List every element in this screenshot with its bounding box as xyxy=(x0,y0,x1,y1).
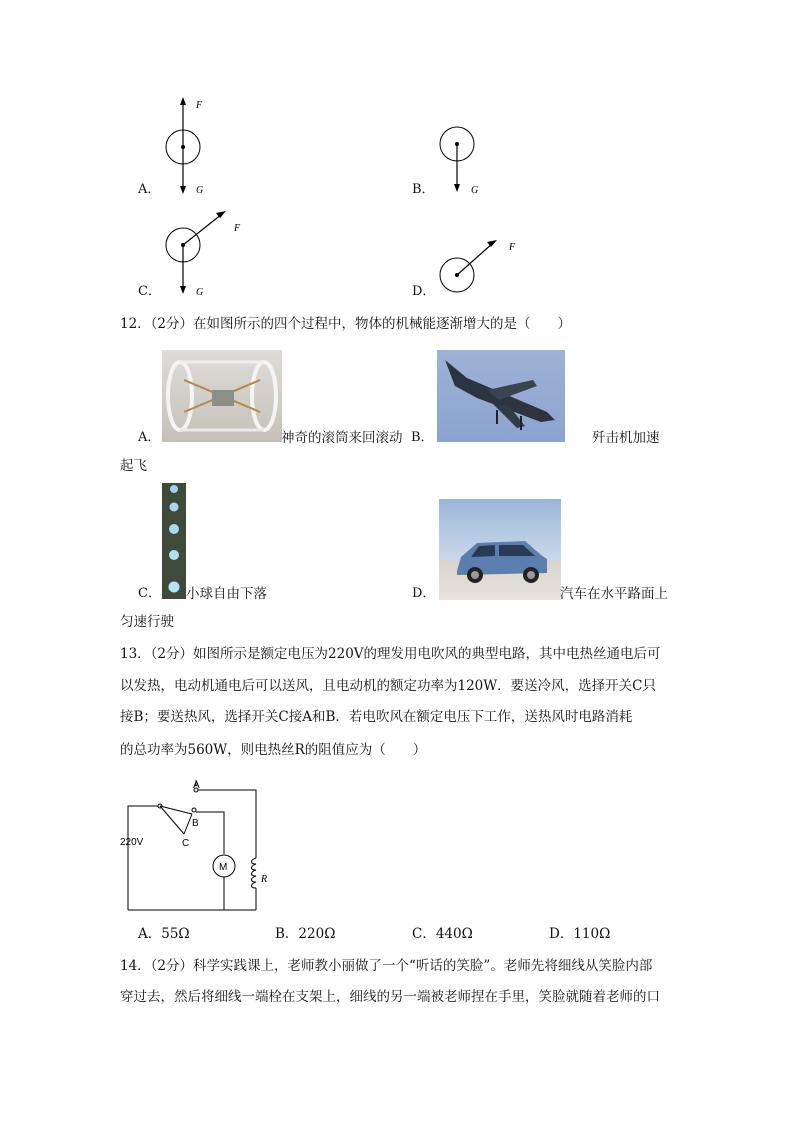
q11-a-force-f: F xyxy=(196,100,203,111)
q12-option-b-text-2: 起飞 xyxy=(120,458,147,474)
q12-option-c-label: C． xyxy=(138,586,161,601)
q12-option-d-text-1: 汽车在水平路面上 xyxy=(560,586,668,602)
q11-option-b-label: B． xyxy=(412,182,435,197)
q11-a-force-g: G xyxy=(196,185,204,196)
q12-option-a-text: 神奇的滚筒来回滚动 xyxy=(281,430,403,446)
rolling-can-photo xyxy=(162,350,282,442)
q13-option-b: B．220Ω xyxy=(275,926,336,942)
circuit-label-motor: M xyxy=(219,862,228,873)
q11-option-d-label: D． xyxy=(412,284,436,299)
suv-car-photo xyxy=(439,499,561,600)
q14-line-1: 14．（2分）科学实践课上，老师教小丽做了一个“听话的笑脸”。老师先将细线从笑脸内部 xyxy=(120,958,653,974)
q13-option-c: C．440Ω xyxy=(412,926,473,942)
circuit-label-b: B xyxy=(192,818,199,829)
q14-line-2: 穿过去，然后将细线一端栓在支架上，细线的另一端被老师捏在手里，笑脸就随着老师的口 xyxy=(120,989,660,1005)
q11-diagram-c xyxy=(150,205,260,305)
q13-line-3: 接B；要送热风，选择开关C接A和B．若电吹风在额定电压下工作，送热风时电路消耗 xyxy=(120,709,633,725)
circuit-label-resistor: R xyxy=(261,874,268,885)
q11-c-force-g: G xyxy=(196,287,204,298)
circuit-label-a: A xyxy=(193,780,200,791)
q11-c-force-f: F xyxy=(234,223,241,234)
q12-option-d-text-2: 匀速行驶 xyxy=(120,614,174,630)
q11-option-c-label: C． xyxy=(138,284,161,299)
hair-dryer-circuit xyxy=(118,776,278,916)
q11-diagram-d xyxy=(425,230,535,310)
q11-b-force-g: G xyxy=(471,185,479,196)
q12-option-d-label: D． xyxy=(412,586,436,601)
q13-line-4: 的总功率为560W，则电热丝R的阻值应为（ ） xyxy=(120,742,427,758)
q12-option-a-label: A． xyxy=(138,430,161,445)
circuit-label-voltage: 220V xyxy=(120,837,144,848)
q11-d-force-f: F xyxy=(509,242,516,253)
q12-stem: 12．（2分）在如图所示的四个过程中，物体的机械能逐渐增大的是（ ） xyxy=(120,316,572,332)
q13-line-1: 13．（2分）如图所示是额定电压为220V的理发用电吹风的典型电路，其中电热丝通电后可 xyxy=(120,646,661,662)
q12-option-b-label: B． xyxy=(411,430,434,445)
fighter-jet-photo xyxy=(437,350,565,442)
q13-option-d: D．110Ω xyxy=(549,926,611,942)
falling-ball-photo xyxy=(162,483,186,599)
q11-diagram-b xyxy=(425,120,505,200)
q12-option-c-text: 小球自由下落 xyxy=(186,586,267,602)
q11-option-a-label: A． xyxy=(138,182,161,197)
q13-option-a: A．55Ω xyxy=(138,926,190,942)
q12-option-b-text-1: 歼击机加速 xyxy=(592,430,660,446)
circuit-label-c: C xyxy=(182,838,190,849)
q11-diagram-a xyxy=(150,95,230,205)
q13-line-2: 以发热，电动机通电后可以送风，且电动机的额定功率为120W．要送冷风，选择开关C只 xyxy=(120,678,656,694)
